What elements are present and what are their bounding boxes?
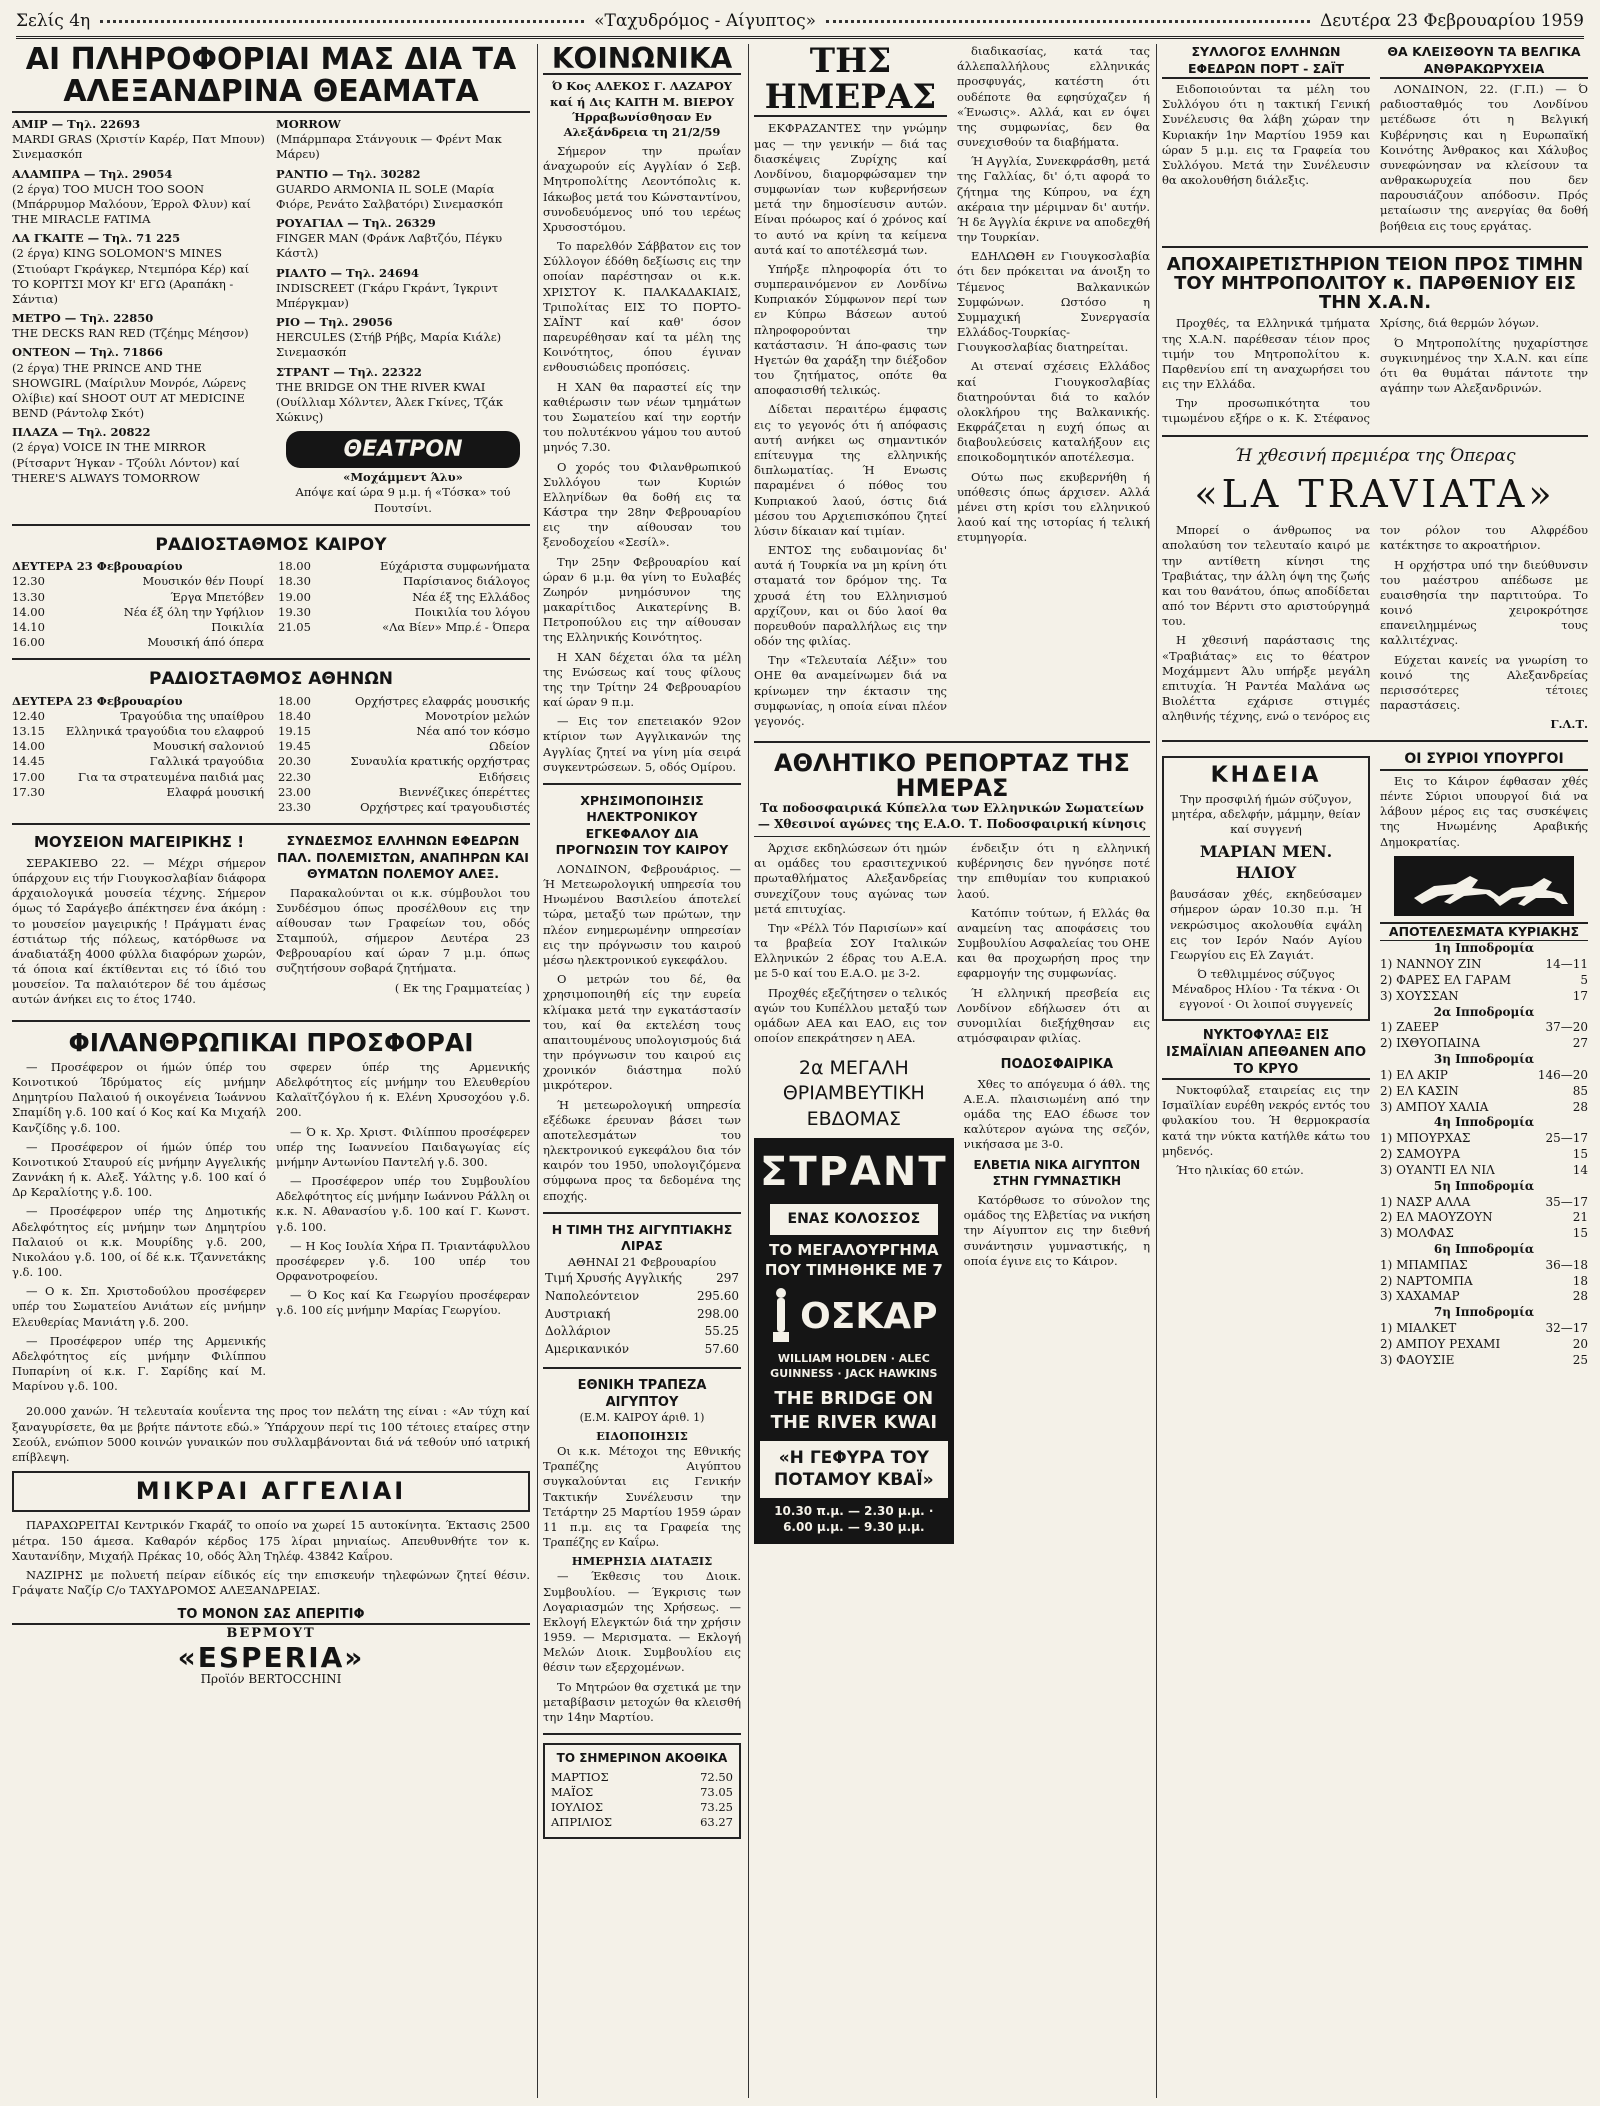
- race-block: 1η Ιπποδρομία 1) ΝΑΝΝΟΥ ΖΙΝ 14—11 2) ΦΑΡΕΣ ΕΛ ΓΑΡΑΜ 5 3) ΧΟΥΣΣΑΝ 17: [1380, 941, 1588, 1003]
- theatre-note: Απόψε καί ώρα 9 μ.μ. ή «Τόσκα» τού Πουτσίνι.: [295, 485, 511, 515]
- list-item: 3) ΜΟΛΦΑΣ 15: [1380, 1226, 1588, 1241]
- list-item: 1) ΕΛ ΑΚΙΡ 146—20: [1380, 1067, 1588, 1082]
- right-top: [1162, 44, 1588, 238]
- paragraph: Προχθές εξεζήτησεν ο τελικός αγών του Κυπέλλου μεταξύ των ομάδων ΑΕΑ και ΕΑΟ, εις τον οποίον επεκράτησεν η ΑΕΑ.: [754, 985, 947, 1046]
- list-item: ΡΙΑΛΤΟ — Τηλ. 24694 INDISCREET (Γκάρυ Γκράντ, Ίγκριντ Μπέργκμαν): [276, 265, 499, 310]
- divider: [12, 658, 530, 660]
- reservists-title: ΣΥΛΛΟΓΟΣ ΕΛΛΗΝΩΝ ΕΦΕΔΡΩΝ ΠΟΡΤ - ΣΑΪΤ: [1162, 44, 1370, 79]
- strand-poster: [754, 1138, 954, 1544]
- ad-greek-title: «Η ΓΕΦΥΡΑ ΤΟΥ ΠΟΤΑΜΟΥ ΚΒΑΪ»: [760, 1441, 948, 1498]
- ad-line: ΕΒΔΟΜΑΣ: [806, 1107, 902, 1130]
- paragraph: — Η Κος Ιουλία Χήρα Π. Τριαντάφυλλου προσέφερεν γ.δ. 100 υπέρ του Ορφανοτροφείου.: [276, 1238, 530, 1284]
- list-item: 23.30 Ορχήστρες καί τραγουδιστές: [278, 799, 530, 814]
- list-item: 3) ΟΥΑΝΤΙ ΕΛ ΝΙΛ 14: [1380, 1162, 1588, 1177]
- divider: [754, 741, 1150, 743]
- night-guard-title: ΝΥΚΤΟΦΥΛΑΞ ΕΙΣ ΙΣΜΑΪΛΙΑΝ ΑΠΕΘΑΝΕΝ ΑΠΟ ΤΟ ΚΡΥΟ: [1162, 1027, 1370, 1080]
- list-item: ΟΝΤΕΟΝ — Τηλ. 71866 (2 έργα) THE PRINCE AND THE SHOWGIRL (Μαίριλυν Μονρόε, Λώρενς Ολίβιε) καί SHOOT OUT AT MEDICINE BEND (Ράντολφ Σκότ): [12, 345, 247, 421]
- sports-subtitle: Τα ποδοσφαιρικά Κύπελλα των Ελληνικών Σωματείων — Χθεσινοί αγώνες της Ε.Α.Ο. Τ. Ποδοσφαιρική κίνησις: [754, 801, 1150, 837]
- ad-line: ΘΡΙΑΜΒΕΥΤΙΚΗ: [782, 1082, 925, 1105]
- issue-date: Δευτέρα 23 Φεβρουαρίου 1959: [1319, 11, 1584, 31]
- list-item: 1) ΜΠΑΜΠΑΣ 36—18: [1380, 1257, 1588, 1272]
- bank-subtitle: (Ε.Μ. ΚΑΙΡΟΥ άριθ. 1): [579, 1411, 705, 1425]
- paragraph: — Προσέφερον υπέρ της Δημοτικής Αδελφότητος είς μνήμην των Δημητρίου Παλαιού οι κ.κ. Μουρίδης γ.δ. 200, Νικολάου γ.δ. 100, οί δέ κ.κ. Τζαννετάκης γ.δ. 100.: [12, 1204, 266, 1280]
- list-item: 3) ΦΑΟΥΣΙΕ 25: [1380, 1352, 1588, 1367]
- paragraph: Ειδοποιούνται τα μέλη του Συλλόγου ότι η τακτική Γενική Συνέλευσις θα λάβη χώραν την Κυριακήν 1ην Μαρτίου 1959 και ώραν 5 μ.μ. εις τα Γραφεία του Συλλόγου. Μετά την Συνέλευσιν θα ακολουθήση διάλεξις.: [1162, 82, 1370, 188]
- paragraph: Το παρελθόν Σάββατον εις τον Σύλλογον έδόθη δεξίωσις εις την οποίαν παρέστησαν οι κ.κ. ΧΡΙΣΤΟΥ Κ. ΠΑΛΚΑΔΑΚΙΑΙΣ, Τριπολίτας ΕΙΣ ΤΟ ΠΟΡΤΟ-ΣΑΪΝΤ καί καθ' όσον παρευρέθησαν καί τα μέλη της Κοινότητος, όπου έγιναν ενθουσιώδεις προπόσεις.: [543, 239, 741, 375]
- horse-race-illustration: [1380, 856, 1588, 916]
- radio-athens-left: [12, 694, 264, 815]
- list-item: 22.30 Ειδήσεις: [278, 769, 530, 784]
- paragraph: Μπορεί ο άνθρωπος να απολαύση τον τελευταίο καιρό με την αντίθετη κίνησι της Τραβιάτας, την άλλη όψη της ζωής και του θανάτου, όπως αποδίδεται από τον Βέρντι στο αριστούργημά του.: [1162, 523, 1370, 629]
- table-row: Αυστριακή 298.00: [545, 1306, 739, 1321]
- paragraph: Την 25ην Φεβρουαρίου καί ώραν 6 μ.μ. θα γίνη το Ευλαβές Ζωηρόν μνημόσυνον της μακαρίτιδος Αικατερίνης Β. Πετροπούλου εις την αίθουσαν της Ελληνικής Κοινότητος.: [543, 554, 741, 645]
- divider: [1162, 435, 1588, 437]
- vermouth-ad: [12, 1606, 530, 1688]
- coal-news: [1380, 44, 1588, 238]
- paragraph: Την «Τελευταία Λέξιν» του ΟΗΕ θα αναμείνωμεν διά να κρίνωμεν την έκτασιν της συμφωνίας, η οποία είναι πλέον γεγονός.: [754, 653, 947, 728]
- list-item: 1) ΝΑΣΡ ΑΛΛΑ 35—17: [1380, 1194, 1588, 1209]
- list-item: ΛΑ ΓΚΑΙΤΕ — Τηλ. 71 225 (2 έργα) KING SOLOMON'S MINES (Στιούαρτ Γκράγκερ, Ντεμπόρα Κέρ) καί ΤΟ ΚΟΡΙΤΣΙ ΜΟΥ ΚΙ' ΕΓΩ (Αραπάκη - Σάντια): [12, 231, 250, 306]
- list-item: 14.10 Ποικιλία: [12, 619, 264, 634]
- list-item: 13.15 Ελληνικά τραγούδια του ελαφρού: [12, 724, 264, 739]
- paragraph: ΛΟΝΔΙΝΟΝ, 22. (Γ.Π.) — Ό ραδιοσταθμός του Λονδίνου μετέδωσε ότι η Βελγική Κυβέρνησις και η Ευρωπαϊκή Κοινότης Άνθρακος και Χάλυβος συνεφώνησαν να κλείσουν τα ανθρακωρυχεία που δεν παρουσιάζουν απόδοσιν. Πρός μεταίωσιν της ανεργίας θα δοθή βοήθεια εις τους εργάτας.: [1380, 82, 1588, 233]
- right-bottom-left: [1162, 750, 1370, 1368]
- table-row: Ναπολεόντειον 295.60: [545, 1288, 739, 1303]
- day-title: ΤΗΣ ΗΜΕΡΑΣ: [754, 44, 947, 117]
- list-item: 2) ΕΛ ΜΑΟΥΖΟΥΝ 21: [1380, 1210, 1588, 1225]
- list-item: ΡΑΝΤΙΟ — Τηλ. 30282 GUARDO ARMONIA IL SOLE (Μαρία Φιόρε, Ρενάτο Σαλβατόρι) Σινεμασκόπ: [276, 166, 503, 211]
- tech-title: ΧΡΗΣΙΜΟΠΟΙΗΣΙΣ ΗΛΕΚΤΡΟΝΙΚΟΥ ΕΓΚΕΦΑΛΟΥ ΔΙΑ ΠΡΟΓΝΩΣΙΝ ΤΟΥ ΚΑΙΡΟΥ: [555, 792, 729, 858]
- sports-title: ΑΘΛΗΤΙΚΟ ΡΕΠΟΡΤΑΖ ΤΗΣ ΗΜΕΡΑΣ: [774, 749, 1130, 803]
- rates-subtitle: ΑΘΗΝΑΙ 21 Φεβρουαρίου: [567, 1254, 717, 1269]
- paragraph: — Προσέφερον οι ήμών ύπέρ του Κοινοτικού Ίδρύματος είς μνήμην Δημητρίου Παλαιού ή οικογένεια Ίωάννου Σπαμίδη γ.δ. 100 καί ό Κος καί Κα Μιχαήλ Κανζίδης γ.δ. 100.: [12, 1059, 266, 1135]
- colossus-banner: ΕΝΑΣ ΚΟΛΟΣΣΟΣ: [770, 1204, 938, 1234]
- syria-article: Εις το Κάιρον έφθασαν χθές πέντε Σύριοι υπουργοί διά να λάβουν μέρος εις τας συσκέψεις της Ηνωμένης Αραβικής Δημοκρατίας.: [1380, 773, 1588, 849]
- paragraph: Την προσωπικότητα του τιμωμένου εξήρε ο κ. Κ. Στέφανος Χρίσης, διά θερμών λόγων.: [1162, 316, 1540, 426]
- list-item: 2) ΕΛ ΚΑΣΙΝ 85: [1380, 1083, 1588, 1098]
- list-item: 1) ΜΙΑΛΚΕΤ 32—17: [1380, 1321, 1588, 1336]
- gym-title: ΕΛΒΕΤΙΑ ΝΙΚΑ ΑΙΓΥΠΤΟΝ ΣΤΗΝ ΓΥΜΝΑΣΤΙΚΗ: [973, 1158, 1141, 1189]
- paragraph: Ο χορός του Φιλανθρωπικού Συλλόγου των Κυριών Ελληνίδων θα δοθή εις τα Κάστρα την 28ην Φεβρουαρίου εις την αίθουσαν του ξενοδοχείου «Σεσίλ».: [543, 459, 741, 550]
- column-rule: [1156, 44, 1157, 2098]
- lower-middle: [754, 1056, 1150, 1543]
- syria-title: ΟΙ ΣΥΡΙΟΙ ΥΠΟΥΡΓΟΙ: [1380, 750, 1588, 770]
- list-item: ΝΑΖΙΡΗΣ με πολυετή πείραν είδικός είς την επισκευήν τηλεφώνων ζητεί θέσιν. Γράψατε Ναζίρ C/o ΤΑΧΥΔΡΟΜΟΣ ΑΛΕΞΑΝΔΡΕΙΑΣ.: [12, 1567, 530, 1598]
- paragraph: Ο μετρών του δέ, θα χρησιμοποιηθή είς την ευρεία κλίμακα μετά την εγκατάστασίν του, καί θα εκτελέση τους απαιτουμένους υπολογισμούς διά την πρόγνωσιν του καιρού εις χρονικόν διάστημα πολύ μικρότερον.: [543, 972, 741, 1093]
- column-entertainment: [12, 44, 530, 2098]
- list-item: 1) ΜΠΟΥΡΧΑΣ 25—17: [1380, 1131, 1588, 1146]
- philanthropy-title: ΦΙΛΑΝΘΡΩΠΙΚΑΙ ΠΡΟΣΦΟΡΑΙ: [68, 1027, 474, 1057]
- list-item: 14.45 Γαλλικά τραγούδια: [12, 754, 264, 769]
- night-guard-article: [1162, 1083, 1370, 1178]
- list-item: 18.30 Παρίσιανος διάλογος: [278, 574, 530, 589]
- football-title: ΠΟΔΟΣΦΑΙΡΙΚΑ: [1000, 1057, 1114, 1073]
- list-item: ΜΑΪΟΣ 73.05: [551, 1785, 733, 1800]
- tech-article: [543, 862, 741, 1204]
- vermouth-producer: Προϊόν BERTOCCHINI: [200, 1671, 342, 1686]
- football-news: [964, 1056, 1150, 1543]
- opera-name: «LA TRAVIATA»: [1194, 472, 1556, 517]
- paragraph: ΕΝΤΟΣ της ευδαιμονίας δι' αυτά ή Τουρκία να μη κρίνη ότι σταματά τον δρόμον της. Τα χρυσά έτη του Ελληνισμού αρχίζουν, και οι δύο λαοί θα πορευθούν παραλλήλως εις την οδόν της φιλίας.: [754, 543, 947, 649]
- list-item: MORROW (Μπάρμπαρα Στάνγουικ — Φρέντ Μακ Μάρευ): [276, 117, 502, 162]
- cotton-box: [543, 1743, 741, 1839]
- paragraph: ΕΔΗΛΩΘΗ εν Γιουγκοσλαβία ότι δεν πρόκειται να άνοιξη το Τέμενος Βαλκανικών Συμφώνων. Ωστόσο η Συμμαχική Συνεργασία Ελλάδος-Τουρκίας-Γιουγκοσλαβίας διατηρείται.: [957, 249, 1150, 355]
- list-item: ΣΤΡΑΝΤ — Τηλ. 22322 THE BRIDGE ON THE RIVER KWAI (Ουίλλιαμ Χόλντεν, Άλεκ Γκίνες, Τζάκ Χώκινς): [276, 364, 504, 425]
- right-bottom: [1162, 750, 1588, 1368]
- race-block: 6η Ιπποδρομία 1) ΜΠΑΜΠΑΣ 36—18 2) ΝΑΡΤΟΜΠΑ 18 3) ΧΑΧΑΜΑΡ 28: [1380, 1241, 1588, 1304]
- column-right: [1162, 44, 1588, 2098]
- header-rule-left: [100, 20, 584, 23]
- memorial-article: [1162, 316, 1588, 426]
- small-ads-header: [12, 1471, 530, 1512]
- radio-athens-right: [278, 694, 530, 815]
- paragraph: Ή Αγγλία, Συνεκφράσθη, μετά της Γαλλίας, δι' ό,τι αφορά το ζήτημα της Κύπρου, να έχη ακέραια την μέριμναν δι' αυτήν. Ή δε Άγγλία έκρινε να αποδεχθή την Τουρκίαν.: [957, 154, 1150, 245]
- funeral-title: ΚΗΔΕΙΑ: [1210, 763, 1322, 789]
- entertainment-title: ΑΙ ΠΛΗΡΟΦΟΡΙΑΙ ΜΑΣ ΔΙΑ ΤΑ ΑΛΕΞΑΝΔΡΙΝΑ ΘΕΑΜΑΤΑ: [12, 44, 530, 113]
- list-item: 2) ΦΑΡΕΣ ΕΛ ΓΑΡΑΜ 5: [1380, 972, 1588, 987]
- column-rule: [537, 44, 538, 2098]
- funeral-intro: Την προσφιλή ήμών σύζυγον, μητέρα, αδελφήν, μάμμην, θείαν καί συγγενή: [1171, 791, 1361, 836]
- radio-cairo-program: [12, 559, 530, 650]
- strand-name: ΣΤΡΑΝΤ: [760, 1148, 948, 1195]
- paragraph: Σήμερον την πρωΐαν άναχωρούν είς Αγγλίαν ό Σεβ. Μητροπολίτης Λεοντόπολις κ. Ιάκωβος μετά του Κώνσταντίνου, συνοδευόμενος υπό του ιερέως Χρυσοστόμου.: [543, 144, 741, 234]
- paragraph: — Προσέφερον υπέρ του Συμβουλίου Αδελφότητος είς μνήμην Ιωάννου Ράλλη οι κ.κ. Ν. Αθανασίου γ.δ. 100 καί Γ. Κωνστ. γ.δ. 100.: [276, 1174, 530, 1234]
- reservists-notice: [1162, 44, 1370, 238]
- paragraph: ΕΚΦΡΑΖΑΝΤΕΣ την γνώμην μας — την γενικήν — διά τας διασκέψεις Ζυρίχης καί Λονδίνου, διαμορφώσαμεν την συμφωνίαν των κυβερνήσεων μετά την δημοσίευσιν αυτών. Είναι πρόωρος καί ό χρόνος καί το αυτό να κρίνη τα κείμενα αυτά καί το αποτέλεσμά των.: [754, 121, 947, 257]
- oscar-line: ΤΟ ΜΕΓΑΛΟΥΡΓΗΜΑ ΠΟΥ ΤΙΜΗΘΗΚΕ ΜΕ 7: [764, 1240, 943, 1279]
- cinema-list-right: [276, 117, 530, 516]
- museum-text: ΣΕΡΑΚΙΕΒΟ 22. — Μέχρι σήμερον ύπάρχουν εις τήν Γιουγκοσλαβίαν διάφορα άρχαιολογικά μουσεία τέχνης. Σήμερον όμως τό Σαράγεβο άπέκτησεν ένα άκόμη : το μουσείον μαγειρικής ! Πράγματι ένας έστιάτωρ τής πόλεως, κατόρθωσε να άναδιατάξη 4000 φύλλα διαφόρων χωρών, τά όποια καί έκτίθενται εις τό ίδιό του μουσείον. Τα παλαιότερον δέ του άμέσως αυτών άνήκει εις το έτος 1740.: [12, 855, 266, 1007]
- list-item: 16.00 Μουσική άπό όπερα: [12, 635, 264, 650]
- list-item: 18.40 Μονοτρίον μελών: [278, 708, 530, 723]
- paragraph: Την «Ρέλλ Τόν Παρισίων» καί τα βραβεία ΣΟΥ Ιταλικών Ελληνικών 2 έδρας του Α.Ε.Α. με 5-0 καί του Ε.Α.Ο. με 3-2.: [754, 920, 947, 981]
- list-item: 2) ΑΜΠΟΥ ΡΕΧΑΜΙ 20: [1380, 1336, 1588, 1351]
- list-item: 19.45 Ωδείον: [278, 739, 530, 754]
- table-row: Αμερικανικόν 57.60: [545, 1342, 739, 1357]
- paragraph: διαδικασίας, κατά τας άλλεπαλλήλους ελληνικάς προσφυγάς, κατέστη ότι ουδέποτε θα εφησύχαζεν ή «Ένωσις». Αλλά, και εν όψει της συμφωνίας, δεν θα συνεχισθούν τα διαβήματα.: [957, 44, 1150, 150]
- social-news: [543, 144, 741, 775]
- page-header: [16, 6, 1584, 39]
- list-item: 18.00 Ορχήστρες ελαφράς μουσικής: [278, 693, 530, 708]
- strand-advert: [754, 1056, 954, 1543]
- paragraph: — Προσέφερον υπέρ της Αρμενικής Αδελφότητος είς μνήμην Φιλίππου Πυπαρίνη οί κ.κ. Γ. Σαρίδης καί Μ. Μαρίνου γ.δ. 100.: [12, 1333, 266, 1394]
- association-title: ΣΥΝΔΕΣΜΟΣ ΕΛΛΗΝΩΝ ΕΦΕΔΡΩΝ ΠΑΛ. ΠΟΛΕΜΙΣΤΩΝ, ΑΝΑΠΗΡΩΝ ΚΑΙ ΘΥΜΑΤΩΝ ΠΟΛΕΜΟΥ ΑΛΕΞ.: [277, 833, 529, 882]
- list-item: 2) ΙΧΘΥΟΠΑΙΝΑ 27: [1380, 1036, 1588, 1051]
- paragraph: Ή ελληνική πρεσβεία εις Λονδίνον εδήλωσεν ότι αι συνομιλίαι διεξήχθησαν εις ατμόσφαιραν φιλίας.: [957, 985, 1150, 1046]
- radio-athens-program: [12, 694, 530, 815]
- column-rule: [748, 44, 749, 2098]
- paragraph: — Προσέφερον οί ήμών ύπέρ του Κοινοτικού Σταυρού είς μνήμην Αγγελικής Ζαννάκη ή κ. Αλεξ. Υάλτης γ.δ. 100 καί ό Δρ Κεραλίοτης γ.δ. 100.: [12, 1139, 266, 1200]
- small-ads-title: ΜΙΚΡΑΙ ΑΓΓΕΛΙΑΙ: [135, 1477, 407, 1506]
- bank-heading-agenda: ΗΜΕΡΗΣΙΑ ΔΙΑΤΑΞΙΣ: [571, 1554, 713, 1569]
- race-block: 5η Ιπποδρομία 1) ΝΑΣΡ ΑΛΛΑ 35—17 2) ΕΛ ΜΑΟΥΖΟΥΝ 21 3) ΜΟΛΦΑΣ 15: [1380, 1178, 1588, 1241]
- list-item: 13.30 Έργα Μπετόβεν: [12, 589, 264, 604]
- divider: [12, 823, 530, 825]
- list-item: 19.00 Νέα έξ της Ελλάδος: [278, 589, 530, 604]
- sports-right: [957, 841, 1150, 1050]
- end-article: 20.000 χανών. Ή τελευταία κουΐεντα της προς τον πελάτη της είναι : «Αν τύχη καί ξαναγυρίσετε, θα με βρήτε πάντοτε εδώ.» Ύπάρχουν περί τις 100 τέτοιες εταίρες στην Σεούλ, ενώπιον 5000 κοινών γυναικών που συλλαμβάνονται διά νά τεθούν υπό ιατρική επίβλεψη.: [12, 1404, 530, 1464]
- bank-heading-notice: ΕΙΔΟΠΟΙΗΣΙΣ: [596, 1428, 688, 1443]
- lower-left-col: [12, 1404, 530, 1687]
- ad-cast: WILLIAM HOLDEN · ALEC GUINNESS · JACK HAWKINS: [770, 1352, 938, 1380]
- theatre-venue: «Μοχάμμεντ Άλυ»: [343, 470, 463, 485]
- race-block: 4η Ιπποδρομία 1) ΜΠΟΥΡΧΑΣ 25—17 2) ΣΑΜΟΥΡΑ 15 3) ΟΥΑΝΤΙ ΕΛ ΝΙΛ 14: [1380, 1115, 1588, 1177]
- header-rule-right: [826, 20, 1310, 23]
- paragraph: ΛΟΝΔΙΝΟΝ, Φεβρουάριος. — Ή Μετεωρολογική υπηρεσία του Ηνωμένου Βασιλείου άποτελεί τώρα, μεταξύ των πρώτων, την πλέον ενημερωμένην υπηρεσίαν εις την πρόγνωσιν του καιρού μέσω ηλεκτρονικού εγκεφάλου.: [543, 861, 741, 967]
- coal-title: ΘΑ ΚΛΕΙΣΘΟΥΝ ΤΑ ΒΕΛΓΙΚΑ ΑΝΘΡΑΚΩΡΥΧΕΙΑ: [1380, 44, 1588, 79]
- paragraph: Ό Μητροπολίτης ηυχαρίστησε συγκινημένος την Χ.Α.Ν. και είπε ότι θα θυμάται πάντοτε την αγάπην των Αλεξανδρινών.: [1380, 335, 1588, 396]
- race-block: 3η Ιπποδρομία 1) ΕΛ ΑΚΙΡ 146—20 2) ΕΛ ΚΑΣΙΝ 85 3) ΑΜΠΟΥ ΧΑΛΙΑ 28: [1380, 1052, 1588, 1114]
- oscar-statue-icon: [770, 1286, 792, 1346]
- radio-athens-title: ΡΑΔΙΟΣΤΑΘΜΟΣ ΑΘΗΝΩΝ: [148, 669, 393, 690]
- right-bottom-right: [1380, 750, 1588, 1368]
- list-item: 1) ΖΑΕΕΡ 37—20: [1380, 1020, 1588, 1035]
- association-text: Παρακαλούνται οι κ.κ. σύμβουλοι του Συνδέσμου όπως προσέλθουν εις την αίθουσαν των Γραφείων του, οδός Σταμπούλ, σήμερον Δευτέρα 23 Φεβρουαρίου καί ώραν 7 μ.μ. όπως συζητήσουν σοβαρά ζητήματα.: [276, 885, 530, 976]
- list-item: 17.30 Ελαφρά μουσική: [12, 784, 264, 799]
- list-item: ΜΕΤΡΟ — Τηλ. 22850 THE DECKS RAN RED (Τζέημς Μέησον): [12, 311, 249, 341]
- list-item: 3) ΧΑΧΑΜΑΡ 28: [1380, 1289, 1588, 1304]
- race-block: 7η Ιπποδρομία 1) ΜΙΑΛΚΕΤ 32—17 2) ΑΜΠΟΥ ΡΕΧΑΜΙ 20 3) ΦΑΟΥΣΙΕ 25: [1380, 1305, 1588, 1367]
- paragraph: Χθες το απόγευμα ό άθλ. της Α.Ε.Α. πλαισιωμένη από την ομάδα της ΕΑΟ έδωσε τον καλύτερον αγώνα της σεζόν, νικήσασα με 3-0.: [963, 1076, 1150, 1152]
- association-notice: [276, 833, 530, 1012]
- sports-body: [754, 841, 1150, 1050]
- paragraph: Αι στεναί σχέσεις Ελλάδος καί Γιουγκοσλαβίας διατηρούνται διά το καλόν ολοκλήρου της Βαλκανικής. Εκφράζεται η ευχή όπως αι διαβουλεύσεις καταλήξουν εις εποικοδομητικόν αποτέλεσμα.: [957, 359, 1150, 465]
- rates-title: Η ΤΙΜΗ ΤΗΣ ΑΙΓΥΠΤΙΑΚΗΣ ΛΙΡΑΣ: [551, 1221, 733, 1254]
- list-item: ΡΟΥΑΓΙΑΛ — Τηλ. 26329 FINGER MAN (Φράνκ Λαβτζόυ, Πέγκυ Κάστλ): [276, 216, 503, 261]
- paragraph: Η ΧΑΝ δέχεται όλα τα μέλη της Ενώσεως καί τους φίλους της την Τρίτην 24 Φεβρουαρίου καί ώραν 9 π.μ.: [543, 649, 741, 710]
- divider: [543, 1733, 741, 1735]
- list-item: ΡΙΟ — Τηλ. 29056 HERCULES (Στήβ Ρήβς, Μαρία Κιάλε) Σινεμασκόπ: [276, 315, 502, 360]
- page-number: Σελίς 4η: [16, 11, 91, 31]
- list-item: ΙΟΥΛΙΟΣ 73.25: [551, 1800, 733, 1815]
- radio-cairo-left: [12, 559, 264, 650]
- paragraph: — Εις τον επετειακόν 92ον κτίριον των Αγγλικανών της Αγγλίας ζητεί να γίνη μία σειρά συγκεντρώσεων. 5, οδός Ομίρου.: [543, 714, 741, 774]
- list-item: 14.00 Νέα έξ όλη την Υφήλιον: [12, 604, 264, 619]
- philanthropy-right: [276, 1060, 530, 1399]
- radio-athens-day: ΔΕΥΤΕΡΑ 23 Φεβρουαρίου: [12, 693, 183, 708]
- museum-and-association: [12, 833, 530, 1012]
- news-right: [957, 44, 1150, 733]
- paragraph: — Ό κ. Χρ. Χριστ. Φιλίππου προσέφερεν υπέρ της Ιωαννείου Παιδαγωγίας είς μνήμην Αντωνίου Παντελή γ.δ. 300.: [276, 1124, 530, 1169]
- list-item: 17.00 Για τα στρατευμένα παιδιά μας: [12, 769, 264, 784]
- philanthropy-left: [12, 1060, 266, 1399]
- list-item: 2) ΣΑΜΟΥΡΑ 15: [1380, 1147, 1588, 1162]
- divider: [543, 783, 741, 785]
- day-article: [754, 121, 947, 729]
- paragraph: Κατόρθωσε το σύνολον της ομάδος της Ελβετίας να νικήση την Αίγυπτον εις την διεθνή συνάντησιν γυμναστικής, η οποία έγινε εις το Κάιρον.: [963, 1193, 1150, 1268]
- list-item: 19.30 Ποικιλία του λόγου: [278, 604, 530, 619]
- paragraph: σφερεν ύπέρ της Αρμενικής Αδελφότητος είς μνήμην του Ελευθερίου Καλαϊτζόγλου ή κ. Ελένη Χρυσοχόου γ.δ. 200.: [276, 1059, 530, 1120]
- list-item: 18.00 Εύχάριστα συμφωνήματα: [278, 559, 530, 574]
- paragraph: Ήτο ηλικίας 60 ετών.: [1176, 1162, 1304, 1177]
- small-ads-list: [12, 1518, 530, 1598]
- news-top: [754, 44, 1150, 733]
- radio-cairo-right: [278, 559, 530, 650]
- paragraph: Εύχεται κανείς να γνωρίση το κοινό της Αλεξανδρείας περισσότερες τέτοιες παραστάσεις.: [1380, 652, 1588, 713]
- list-item: 21.05 «Λα Βίεν» Μπρ.έ - Όπερα: [278, 619, 530, 634]
- results-title: ΑΠΟΤΕΛΕΣΜΑΤΑ ΚΥΡΙΑΚΗΣ: [1380, 922, 1588, 942]
- funeral-notice: [1162, 756, 1370, 1020]
- rates-table: [543, 1270, 741, 1359]
- vermouth-tagline: ΤΟ ΜΟΝΟΝ ΣΑΣ ΑΠΕΡΙΤΙΦ: [12, 1606, 530, 1625]
- paragraph: — Ο κ. Σπ. Χριστοδούλου προσέφερεν υπέρ του Σωματείου Ανιάτων είς μνήμην Ελευθερίας Μανιάτη γ.δ. 200.: [12, 1284, 266, 1329]
- vermouth-brand: «ESPERIA»: [177, 1640, 365, 1674]
- memorial-title: ΑΠΟΧΑΙΡΕΤΙΣΤΗΡΙΟΝ ΤΕΙΟΝ ΠΡΟΣ ΤΙΜΗΝ ΤΟΥ ΜΗΤΡΟΠΟΛΙΤΟΥ κ. ΠΑΡΘΕΝΙΟΥ ΕΙΣ ΤΗΝ Χ.Α.Ν.: [1166, 253, 1584, 313]
- list-item: 3) ΑΜΠΟΥ ΧΑΛΙΑ 28: [1380, 1099, 1588, 1114]
- radio-cairo-day: ΔΕΥΤΕΡΑ 23 Φεβρουαρίου: [12, 559, 183, 574]
- race-results: [1380, 941, 1588, 1368]
- paragraph: — Ό Κος καί Κα Γεωργίου προσέφεραν γ.δ. 100 είς μνήμην Μαρίας Γεωργίου.: [276, 1288, 530, 1318]
- list-item: 19.15 Νέα από τον κόσμο: [278, 724, 530, 739]
- oscar-row: [760, 1286, 948, 1346]
- list-item: 2) ΝΑΡΤΟΜΠΑ 18: [1380, 1273, 1588, 1288]
- cinema-listings: [12, 117, 530, 516]
- divider: [1162, 246, 1588, 248]
- paragraph: ένδειξιν ότι η ελληνική κυβέρνησις δεν ηγνόησε ποτέ την επιθυμίαν του κυπριακού λαού.: [957, 841, 1150, 901]
- list-item: ΑΜΙΡ — Τηλ. 22693 MARDI GRAS (Χριστίν Καρέρ, Πατ Μπουν) Σινεμασκόπ: [12, 117, 265, 162]
- list-item: 14.00 Μουσική σαλονιού: [12, 739, 264, 754]
- opera-signature: Γ.Λ.Τ.: [1550, 717, 1588, 732]
- list-item: 12.30 Μουσικόν θέν Πουρί: [12, 574, 264, 589]
- oscar-word: ΟΣΚΑΡ: [800, 1295, 938, 1337]
- day-article-continued: [957, 44, 1150, 546]
- divider: [12, 524, 530, 526]
- paragraph: Υπήρξε πληροφορία ότι το συμπεραινόμενον εν Λονδίνω Κυπριακόν Σύμφωνον περί των εν Κύπρω Βάσεων αυτού πληροφορούνται την κατάστασιν. Ή άπο-φασις των Ηγετών θα χαράξη την διέξοδον του ζητήματος, οπότε θα αποφασισθή τελικώς.: [754, 261, 947, 398]
- divider: [1162, 740, 1588, 742]
- bank-notice: Οι κ.κ. Μέτοχοι της Εθνικής Τραπέζης Αιγύπτου συγκαλούνται εις Γενικήν Τακτικήν Συνέλευσιν την Τετάρτην 25 Μαρτίου 1959 ώραν 11 π.μ. εις τα Γραφεία της Τραπέζης εν Καΐρω.: [543, 1444, 741, 1550]
- list-item: ΠΑΡΑΧΩΡΕΙΤΑΙ Κεντρικόν Γκαράζ το οποίο να χωρεί 15 αυτοκίνητα. Έκτασις 2500 μέτρα. 150 άμεσα. Καθαρόν κέρδος 175 λίραι μηνιαίως. Απευθυνθήτε τον κ. Χαυτανίδην, Μιχαήλ Πρέκας 10, οδός Άλη Τηλέφ. 43842 Καΐρου.: [12, 1518, 530, 1563]
- column-social: [543, 44, 741, 2098]
- cotton-title: ΤΟ ΣΗΜΕΡΙΝΟΝ ΑΚΟΘΙΚΑ: [556, 1751, 728, 1766]
- list-item: 3) ΧΟΥΣΣΑΝ 17: [1380, 988, 1588, 1003]
- list-item: ΑΛΑΜΠΡΑ — Τηλ. 29054 (2 έργα) TOO MUCH TOO SOON (Μπάρρυμορ Μαλόουν, Έρρολ Φλυν) καί THE MIRACLE FATIMA: [12, 166, 251, 227]
- paragraph: Άρχισε εκδηλώσεων ότι ημών αι ομάδες του ερασιτεχνικού πρωταθλήματος Αλεξανδρείας συνεχίζουν τους αγώνας των μετά επιτυχίας.: [754, 841, 947, 916]
- list-item: ΑΠΡΙΛΙΟΣ 63.27: [551, 1815, 733, 1830]
- ad-showtimes: 10.30 π.μ. — 2.30 μ.μ. · 6.00 μ.μ. — 9.30 μ.μ.: [774, 1503, 934, 1534]
- paragraph: Νυκτοφύλαξ εταιρείας εις την Ισμαϊλίαν ευρέθη νεκρός εντός του φυλακίου του. Ή θερμοκρασία κατά την νύκτα κατήλθε κάτω του μηδενός.: [1162, 1083, 1370, 1158]
- museum-article: [12, 833, 266, 1012]
- social-title: ΚΟΙΝΩΝΙΚΑ: [543, 44, 741, 75]
- association-sign: ( Εκ της Γραμματείας ): [394, 980, 530, 995]
- paragraph: Η ορχήστρα υπό την διεύθυνσιν του μαέστρου απέδωσε με ευαισθησία την παρτιτούρα. Το κοινό χειροκρότησε επανειλημμένως τους καλλιτέχνας.: [1380, 557, 1588, 648]
- radio-cairo-title: ΡΑΔΙΟΣΤΑΘΜΟΣ ΚΑΙΡΟΥ: [155, 534, 387, 555]
- divider: [12, 1020, 530, 1022]
- sports-left: [754, 841, 947, 1050]
- list-item: ΜΑΡΤΙΟΣ 72.50: [551, 1769, 733, 1784]
- paragraph: Προχθές, τα Ελληνικά τμήματα της Χ.Α.Ν. παρέθεσαν τέιον προς τιμήν του Μητροπολίτου κ. Παρθενίου επί τη αναχωρήσει του εις την Ελλάδα.: [1162, 316, 1370, 392]
- lower-left-block: [12, 1404, 530, 1687]
- opera-title: Ή χθεσινή πρεμιέρα της Όπερας: [1234, 445, 1516, 466]
- bank-title: ΕΘΝΙΚΗ ΤΡΑΠΕΖΑ ΑΙΓΥΠΤΟΥ: [577, 1378, 707, 1411]
- museum-title: ΜΟΥΣΕΙΟΝ ΜΑΓΕΙΡΙΚΗΣ !: [33, 833, 245, 852]
- race-block: 2α Ιπποδρομία 1) ΖΑΕΕΡ 37—20 2) ΙΧΘΥΟΠΑΙΝΑ 27: [1380, 1004, 1588, 1051]
- divider: [543, 1367, 741, 1369]
- news-left: [754, 44, 947, 733]
- ad-english-title: THE BRIDGE ON THE RIVER KWAI: [770, 1388, 938, 1434]
- paper-name: «Ταχυδρόμος - Αίγυπτος»: [594, 11, 816, 31]
- divider: [543, 1212, 741, 1214]
- list-item: 20.30 Συναυλία κρατικής ορχήστρας: [278, 754, 530, 769]
- column-news: [754, 44, 1150, 2098]
- table-row: Δολλάριον 55.25: [545, 1324, 739, 1339]
- paragraph: Ούτω πως εκυβερνήθη ή υπόθεσις όπως άρχισεν. Αλλά μένει στη κρίσι του ελληνικού λαού καί της ιστορίας ή τελική ετυμηγορία.: [957, 469, 1150, 545]
- engagement-notice: Ό Κος ΑΛΕΚΟΣ Γ. ΛΑΖΑΡΟΥ καί ή Δις ΚΑΙΤΗ Μ. ΒΙΕΡΟΥ Ήρραβωνίσθησαν Εν Αλεξάνδρεια τη 21/2/59: [549, 79, 735, 139]
- philanthropy-body: [12, 1060, 530, 1399]
- list-item: 1) ΝΑΝΝΟΥ ΖΙΝ 14—11: [1380, 957, 1588, 972]
- list-item: ΠΛΑΖΑ — Τηλ. 20822 (2 έργα) VOICE IN THE MIRROR (Ρίτσαρντ Ήγκαν - Τζούλι Λόντον) καί THERE'S ALWAYS TOMORROW: [12, 425, 240, 485]
- theatre-badge: ΘΕΑΤΡΟΝ: [286, 431, 520, 468]
- cinema-list-left: [12, 117, 266, 516]
- table-row: Τιμή Χρυσής Αγγλικής 297: [545, 1270, 739, 1285]
- paragraph: Ή μετεωρολογική υπηρεσία εξέδωκε έρευναν βάσει των αποτελεσμάτων του ηλεκτρονικού εγκεφάλου δια τόν καιρόν του 1950, υπολογιζόμενα σύμφωνα προς τα δεδομένα της εποχής.: [543, 1097, 741, 1203]
- paragraph: Δίδεται περαιτέρω έμφασις εις το γεγονός ότι ή απόφασις αυτή ανήκει ως σημαντικόν επίτευγμα της ελληνικής διπλωματίας. Ή Ενωσις παραμένει ό πόθος του Κυπριακού λαού, όστις διά μέσου του Αρχιεπισκόπου ζητεί λύσιν δίκαιαν καί τιμίαν.: [754, 402, 947, 538]
- list-item: 12.40 Τραγούδια της υπαίθρου: [12, 708, 264, 723]
- ad-line: 2α ΜΕΓΑΛΗ: [798, 1057, 909, 1080]
- paragraph: Κατόπιν τούτων, ή Ελλάς θα αναμείνη τας αποφάσεις του Συμβουλίου Ασφαλείας του ΟΗΕ και θα προχωρήση προς την εφαρμογήν της συμφωνίας.: [957, 905, 1150, 981]
- paragraph: Η ΧΑΝ θα παραστεί είς την καθιέρωσιν των νέων τμημάτων του Σωματείου καί την εορτήν του πολυτέκνου γάμου του αυτού μηνός 7.30.: [543, 379, 741, 455]
- funeral-details: βαυσάσαν χθές, εκηδεύσαμεν σήμερον ώραν 10.30 π.μ. Ή νεκρώσιμος ακολουθία εψάλη εις τον Ιερόν Ναόν Αγίου Γεωργίου εις Ελ Ζαγιάτ.: [1170, 887, 1362, 962]
- funeral-family: Ό τεθλιμμένος σύζυγος Μέναδρος Ηλίου · Τα τέκνα · Οι εγγονοί · Οι λοιποί συγγενείς: [1171, 967, 1361, 1012]
- opera-review: [1162, 523, 1588, 732]
- horse-racing-icon: [1394, 856, 1574, 916]
- vermouth-type: ΒΕΡΜΟΥΤ: [226, 1626, 316, 1642]
- funeral-name: ΜΑΡΙΑΝ ΜΕΝ. ΗΛΙΟΥ: [1199, 842, 1333, 883]
- bank-agenda: — Έκθεσις του Διοικ. Συμβουλίου. — Έγκρισις των Λογαριασμών της Χρήσεως. — Εκλογή Ελεγκτών διά την χρήσιν 1959. — Μερισματα. — Εκλογή Μελών Διοικ. Συμβουλίου εις θέσιν των εξερχομένων. Το Μητρώον θα σχετικά με την μεταβίβασιν μετοχών θα κλεισθή την 14ην Μαρτίου.: [543, 1569, 741, 1724]
- list-item: 23.00 Βιεννέζικες όπερέττες: [278, 784, 530, 799]
- paragraph: Η χθεσινή παράστασις της «Τραβιάτας» εις το θέατρον Μοχάμμεντ Άλυ υπήρξε μεγάλη επιτυχία. Ή Ραντέα Μαλάνα ως Βιολέττα εχάρισε στιγμές αληθινής τέχνης, ενώ ο τενόρος εις τον ρόλον του Αλφρέδου κατέκτησε το ακροατήριον.: [1162, 523, 1588, 724]
